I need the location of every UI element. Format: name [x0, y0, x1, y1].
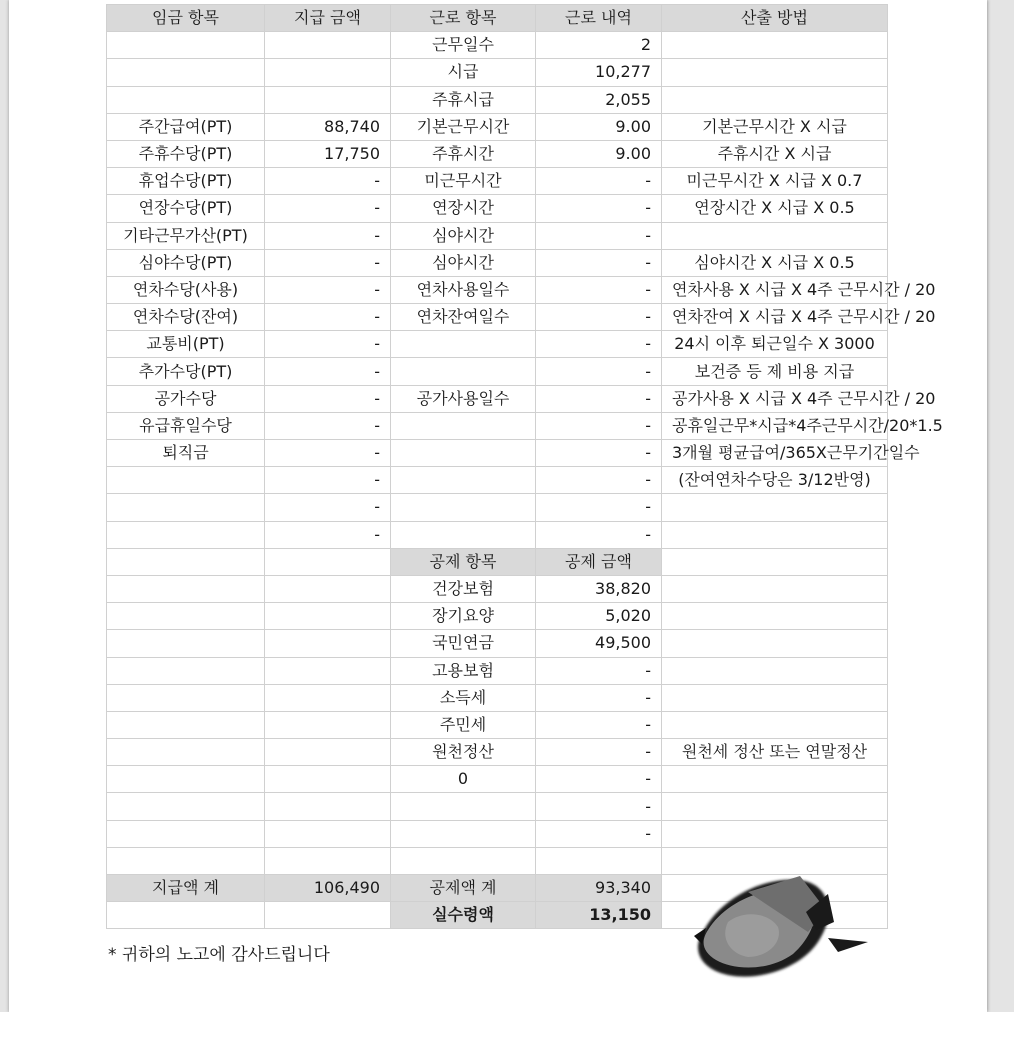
pay-item-cell: 추가수당(PT): [107, 358, 265, 385]
deduction-item-cell: [391, 793, 536, 820]
work-item-cell: 공가사용일수: [391, 385, 536, 412]
empty-cell: [107, 548, 265, 575]
pay-amount-cell: -: [265, 168, 391, 195]
pay-item-cell: 퇴직금: [107, 440, 265, 467]
table-row: [107, 222, 888, 249]
net-pay-value: 13,150: [536, 902, 662, 929]
header-row: [107, 5, 888, 32]
deduction-row: [107, 603, 888, 630]
table-row: [107, 113, 888, 140]
work-item-cell: 주휴시급: [391, 86, 536, 113]
work-item-cell: [391, 494, 536, 521]
work-detail-cell: -: [536, 521, 662, 548]
table-row: [107, 276, 888, 303]
pay-amount-cell: -: [265, 494, 391, 521]
deduction-total-value: 93,340: [536, 875, 662, 902]
deduction-amount-cell: -: [536, 657, 662, 684]
table-row: [107, 168, 888, 195]
empty-cell: [662, 548, 888, 575]
pay-item-cell: 주간급여(PT): [107, 113, 265, 140]
deduction-row: [107, 847, 888, 874]
deduction-amount-cell: -: [536, 739, 662, 766]
work-item-cell: [391, 467, 536, 494]
deduction-amount-cell: -: [536, 820, 662, 847]
pay-item-cell: 연차수당(잔여): [107, 304, 265, 331]
deduction-method-cell: [662, 657, 888, 684]
method-cell: 보건증 등 제 비용 지급: [662, 358, 888, 385]
deduction-header-row: [107, 548, 888, 575]
table-row: [107, 59, 888, 86]
empty-cell: [107, 657, 265, 684]
deduction-method-cell: [662, 820, 888, 847]
table-row: [107, 331, 888, 358]
deduction-method-cell: [662, 847, 888, 874]
method-cell: 공휴일근무*시급*4주근무시간/20*1.5: [662, 412, 888, 439]
method-cell: (잔여연차수당은 3/12반영): [662, 467, 888, 494]
deduction-amount-cell: -: [536, 684, 662, 711]
deduction-method-cell: [662, 766, 888, 793]
deduction-item-cell: 국민연금: [391, 630, 536, 657]
pay-item-cell: [107, 86, 265, 113]
pay-item-cell: 공가수당: [107, 385, 265, 412]
empty-cell: [107, 847, 265, 874]
pay-item-cell: 기타근무가산(PT): [107, 222, 265, 249]
table-row: [107, 86, 888, 113]
header-method: 산출 방법: [662, 5, 888, 32]
method-cell: [662, 494, 888, 521]
empty-cell: [265, 847, 391, 874]
work-item-cell: 연차사용일수: [391, 276, 536, 303]
deduction-row: [107, 739, 888, 766]
table-row: [107, 412, 888, 439]
method-cell: 미근무시간 X 시급 X 0.7: [662, 168, 888, 195]
pay-item-cell: 유급휴일수당: [107, 412, 265, 439]
deduction-amount-cell: 38,820: [536, 575, 662, 602]
deduction-method-cell: [662, 793, 888, 820]
deduction-item-cell: 고용보험: [391, 657, 536, 684]
method-cell: [662, 32, 888, 59]
empty-cell: [265, 684, 391, 711]
table-row: [107, 467, 888, 494]
header-work-item: 근로 항목: [391, 5, 536, 32]
table-row: [107, 249, 888, 276]
table-row: [107, 521, 888, 548]
pay-total-value: 106,490: [265, 875, 391, 902]
table-row: [107, 440, 888, 467]
work-item-cell: 주휴시간: [391, 140, 536, 167]
empty-cell: [107, 766, 265, 793]
deduction-item-cell: 소득세: [391, 684, 536, 711]
deduction-method-cell: [662, 575, 888, 602]
deduction-row: [107, 575, 888, 602]
deduction-row: [107, 657, 888, 684]
work-detail-cell: -: [536, 276, 662, 303]
method-cell: 연장시간 X 시급 X 0.5: [662, 195, 888, 222]
table-row: [107, 385, 888, 412]
deduction-row: [107, 630, 888, 657]
deduction-header-item: 공제 항목: [391, 548, 536, 575]
pay-amount-cell: 88,740: [265, 113, 391, 140]
empty-cell: [265, 575, 391, 602]
method-cell: [662, 521, 888, 548]
work-item-cell: [391, 412, 536, 439]
deduction-amount-cell: -: [536, 766, 662, 793]
method-cell: [662, 86, 888, 113]
deduction-header-amount: 공제 금액: [536, 548, 662, 575]
work-item-cell: 미근무시간: [391, 168, 536, 195]
pay-amount-cell: -: [265, 467, 391, 494]
pay-amount-cell: -: [265, 358, 391, 385]
table-row: [107, 358, 888, 385]
payslip-table: [106, 4, 943, 929]
work-item-cell: [391, 521, 536, 548]
deduction-amount-cell: 49,500: [536, 630, 662, 657]
empty-cell: [265, 793, 391, 820]
deduction-row: [107, 820, 888, 847]
empty-cell: [107, 902, 265, 929]
deduction-method-cell: 원천세 정산 또는 연말정산: [662, 739, 888, 766]
pay-item-cell: 연차수당(사용): [107, 276, 265, 303]
pay-item-cell: [107, 521, 265, 548]
empty-cell: [265, 657, 391, 684]
work-item-cell: 기본근무시간: [391, 113, 536, 140]
method-cell: 3개월 평균급여/365X근무기간일수: [662, 440, 888, 467]
deduction-method-cell: [662, 684, 888, 711]
empty-cell: [107, 603, 265, 630]
deduction-item-cell: 장기요양: [391, 603, 536, 630]
pay-amount-cell: -: [265, 222, 391, 249]
pay-item-cell: 휴업수당(PT): [107, 168, 265, 195]
empty-cell: [107, 711, 265, 738]
work-item-cell: 연차잔여일수: [391, 304, 536, 331]
table-row: [107, 195, 888, 222]
deduction-amount-cell: -: [536, 793, 662, 820]
empty-cell: [265, 630, 391, 657]
pay-item-cell: 교통비(PT): [107, 331, 265, 358]
blurred-seal-stamp-icon: [688, 872, 873, 987]
empty-cell: [107, 684, 265, 711]
work-item-cell: [391, 358, 536, 385]
thanks-note: * 귀하의 노고에 감사드립니다: [108, 945, 330, 965]
table-row: [107, 32, 888, 59]
pay-amount-cell: [265, 86, 391, 113]
work-detail-cell: -: [536, 168, 662, 195]
empty-cell: [265, 603, 391, 630]
pay-item-cell: [107, 494, 265, 521]
deduction-item-cell: 원천정산: [391, 739, 536, 766]
page-gap: [0, 1012, 1014, 1040]
deduction-method-cell: [662, 630, 888, 657]
method-cell: 기본근무시간 X 시급: [662, 113, 888, 140]
deduction-row: [107, 793, 888, 820]
empty-cell: [107, 630, 265, 657]
work-detail-cell: -: [536, 222, 662, 249]
pay-amount-cell: 17,750: [265, 140, 391, 167]
method-cell: 심야시간 X 시급 X 0.5: [662, 249, 888, 276]
work-item-cell: 시급: [391, 59, 536, 86]
table-row: [107, 494, 888, 521]
work-detail-cell: 9.00: [536, 140, 662, 167]
header-pay-item: 임금 항목: [107, 5, 265, 32]
work-detail-cell: 10,277: [536, 59, 662, 86]
header-pay-amount: 지급 금액: [265, 5, 391, 32]
deduction-row: [107, 684, 888, 711]
pay-amount-cell: -: [265, 440, 391, 467]
work-detail-cell: -: [536, 331, 662, 358]
work-item-cell: [391, 440, 536, 467]
pay-amount-cell: [265, 59, 391, 86]
method-cell: 공가사용 X 시급 X 4주 근무시간 / 20: [662, 385, 888, 412]
deduction-amount-cell: 5,020: [536, 603, 662, 630]
empty-cell: [265, 711, 391, 738]
empty-cell: [265, 902, 391, 929]
pay-amount-cell: -: [265, 304, 391, 331]
pay-item-cell: [107, 32, 265, 59]
pay-amount-cell: -: [265, 412, 391, 439]
empty-cell: [107, 575, 265, 602]
pay-amount-cell: -: [265, 195, 391, 222]
pay-amount-cell: -: [265, 331, 391, 358]
table-row: [107, 140, 888, 167]
work-item-cell: 심야시간: [391, 222, 536, 249]
table-row: [107, 304, 888, 331]
work-item-cell: 근무일수: [391, 32, 536, 59]
empty-cell: [107, 793, 265, 820]
work-detail-cell: -: [536, 494, 662, 521]
method-cell: 연차잔여 X 시급 X 4주 근무시간 / 20: [662, 304, 888, 331]
empty-cell: [265, 820, 391, 847]
work-item-cell: [391, 331, 536, 358]
deduction-method-cell: [662, 603, 888, 630]
empty-cell: [265, 739, 391, 766]
empty-cell: [107, 739, 265, 766]
empty-cell: [107, 820, 265, 847]
deduction-total-label: 공제액 계: [391, 875, 536, 902]
work-item-cell: 연장시간: [391, 195, 536, 222]
pay-item-cell: 연장수당(PT): [107, 195, 265, 222]
work-detail-cell: 9.00: [536, 113, 662, 140]
deduction-amount-cell: -: [536, 711, 662, 738]
work-detail-cell: 2,055: [536, 86, 662, 113]
pay-item-cell: [107, 467, 265, 494]
pay-amount-cell: -: [265, 521, 391, 548]
header-work-detail: 근로 내역: [536, 5, 662, 32]
pay-item-cell: [107, 59, 265, 86]
method-cell: 연차사용 X 시급 X 4주 근무시간 / 20: [662, 276, 888, 303]
work-detail-cell: -: [536, 412, 662, 439]
net-pay-label: 실수령액: [391, 902, 536, 929]
deduction-item-cell: [391, 847, 536, 874]
pay-item-cell: 심야수당(PT): [107, 249, 265, 276]
work-detail-cell: -: [536, 440, 662, 467]
deduction-item-cell: 주민세: [391, 711, 536, 738]
method-cell: [662, 59, 888, 86]
empty-cell: [265, 766, 391, 793]
deduction-amount-cell: [536, 847, 662, 874]
pay-amount-cell: -: [265, 249, 391, 276]
deduction-item-cell: 건강보험: [391, 575, 536, 602]
pay-amount-cell: [265, 32, 391, 59]
deduction-row: [107, 711, 888, 738]
pay-amount-cell: -: [265, 385, 391, 412]
empty-cell: [265, 548, 391, 575]
pay-amount-cell: -: [265, 276, 391, 303]
pay-item-cell: 주휴수당(PT): [107, 140, 265, 167]
work-detail-cell: -: [536, 304, 662, 331]
work-detail-cell: -: [536, 249, 662, 276]
work-detail-cell: -: [536, 385, 662, 412]
work-detail-cell: 2: [536, 32, 662, 59]
deduction-item-cell: 0: [391, 766, 536, 793]
method-cell: [662, 222, 888, 249]
method-cell: 24시 이후 퇴근일수 X 3000: [662, 331, 888, 358]
work-detail-cell: -: [536, 195, 662, 222]
pay-total-label: 지급액 계: [107, 875, 265, 902]
work-detail-cell: -: [536, 358, 662, 385]
work-item-cell: 심야시간: [391, 249, 536, 276]
deduction-method-cell: [662, 711, 888, 738]
deduction-item-cell: [391, 820, 536, 847]
work-detail-cell: -: [536, 467, 662, 494]
method-cell: 주휴시간 X 시급: [662, 140, 888, 167]
deduction-row: [107, 766, 888, 793]
